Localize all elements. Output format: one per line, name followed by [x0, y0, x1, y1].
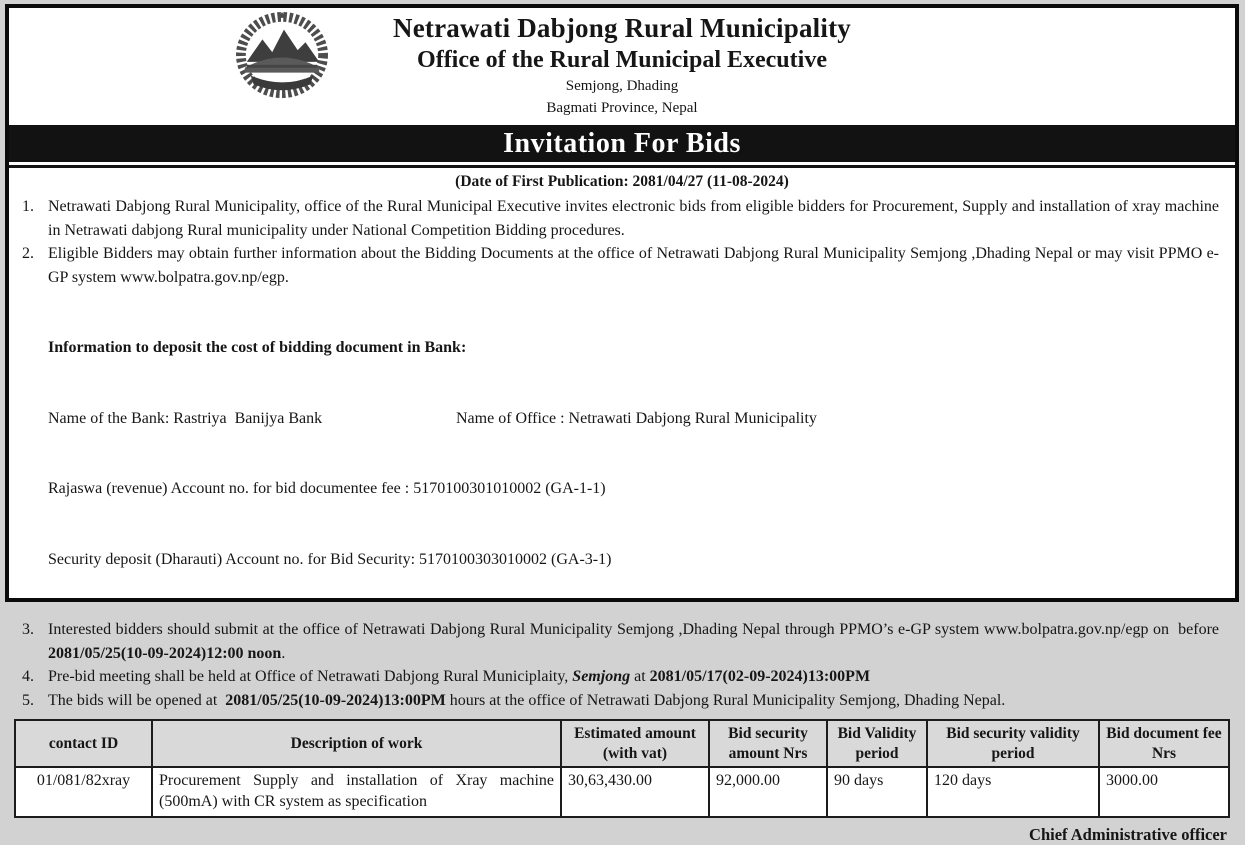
list-item-5	[14, 689, 1219, 713]
cell-description: Procurement Supply and installation of Xray machine (500mA) with CR system as specification	[152, 767, 561, 817]
security-account-line: Security deposit (Dharauti) Account no. for Bid Security: 5170100303010002 (GA-3-1)	[48, 550, 612, 568]
document-title: Invitation For Bids	[503, 127, 741, 159]
address-line-1: Semjong, Dhading	[565, 77, 679, 94]
column-header-bid-document-fee: Bid document fee Nrs	[1099, 720, 1229, 767]
organization-name: Netrawati Dabjong Rural Municipality	[393, 13, 851, 43]
bank-info-block	[48, 289, 1219, 618]
column-header-bid-security-validity: Bid security validity period	[927, 720, 1099, 767]
title-band-divider-rule	[9, 165, 1235, 168]
emblem-graphic	[233, 11, 331, 101]
cell-estimated-amount: 30,63,430.00	[561, 767, 709, 817]
bid-opening-datetime: 2081/05/25(10-09-2024)13:00PM	[225, 691, 446, 709]
bank-name-office-line	[48, 407, 1219, 431]
office-name-value: Name of Office : Netrawati Dabjong Rural Municipality	[456, 409, 817, 427]
nepal-emblem-logo	[233, 11, 331, 101]
column-header-estimated-amount: Estimated amount (with vat)	[561, 720, 709, 767]
list-number: 3.	[22, 621, 34, 639]
column-header-bid-security-amount: Bid security amount Nrs	[709, 720, 827, 767]
list-item-1	[14, 195, 1223, 242]
document-header	[9, 8, 1235, 125]
table-row	[15, 767, 1229, 817]
list-number: 5.	[22, 691, 34, 709]
address-line-2: Bagmati Province, Nepal	[546, 100, 698, 117]
column-header-contact-id: contact ID	[15, 720, 152, 767]
list-text: The bids will be opened at 2081/05/25(10-09-2024)13:00PM hours at the office of Netrawati Dabjong Rural Municipality Semjong, Dhading Nepal.	[48, 691, 1006, 709]
list-number: 1.	[22, 198, 34, 215]
bid-table	[14, 719, 1230, 817]
bank-name: Name of the Bank: Rastriya Banijya Bank	[48, 409, 323, 427]
list-number: 2.	[22, 245, 34, 263]
cell-contact-id: 01/081/82xray	[15, 767, 152, 817]
column-header-description: Description of work	[152, 720, 561, 767]
revenue-account-line: Rajaswa (revenue) Account no. for bid documentee fee : 5170100301010002 (GA-1-1)	[48, 480, 606, 498]
office-name: Office of the Rural Municipal Executive	[417, 46, 827, 73]
header-text-block	[9, 13, 1235, 120]
cell-bid-validity: 90 days	[827, 767, 927, 817]
column-header-bid-validity: Bid Validity period	[827, 720, 927, 767]
list-text: Interested bidders should submit at the office of Netrawati Dabjong Rural Municipality Semjong ,Dhading Nepal through PPMO’s e-GP system www.bolpatra.gov.np/egp on before 2081/05/25(10-09-2024)12:00 noon.	[48, 621, 1223, 662]
publication-date-line: (Date of First Publication: 2081/04/27 (11-08-2024)	[455, 173, 789, 190]
list-number: 4.	[22, 668, 34, 686]
title-band	[9, 125, 1235, 162]
signature-title: Chief Administrative officer	[1029, 824, 1227, 844]
prebid-meeting-datetime: 2081/05/17(02-09-2024)13:00PM	[649, 668, 871, 686]
list-text: Eligible Bidders may obtain further information about the Bidding Documents at the office of Netrawati Dabjong Rural Municipality Semjong ,Dhading Nepal or may visit PPMO e-GP system www.bolpatra.gov.np/egp.	[48, 245, 1219, 286]
list-text: Netrawati Dabjong Rural Municipality, office of the Rural Municipal Executive invites electronic bids from eligible bidders for Procurement, Supply and installation of xray machine in Netrawati dabjong Rural municipality under National Competition Bidding procedures.	[48, 198, 1223, 239]
cell-bid-security-validity: 120 days	[927, 767, 1099, 817]
table-header-row	[15, 720, 1229, 767]
list-item-3	[14, 618, 1223, 665]
cell-bid-security-amount: 92,000.00	[709, 767, 827, 817]
meeting-place: Semjong	[572, 668, 631, 686]
list-item-2	[14, 242, 1219, 289]
list-text: Pre-bid meeting shall be held at Office of Netrawati Dabjong Rural Municiplaity, Semjong at 2081/05/17(02-09-2024)13:00PM	[48, 668, 871, 686]
notice-body	[9, 191, 1235, 712]
cell-bid-document-fee: 3000.00	[1099, 767, 1229, 817]
bid-notice-document	[5, 4, 1239, 844]
bank-info-heading: Information to deposit the cost of bidding document in Bank:	[48, 339, 467, 357]
list-item-4	[14, 665, 1219, 689]
deadline-datetime: 2081/05/25(10-09-2024)12:00 noon	[48, 644, 282, 662]
